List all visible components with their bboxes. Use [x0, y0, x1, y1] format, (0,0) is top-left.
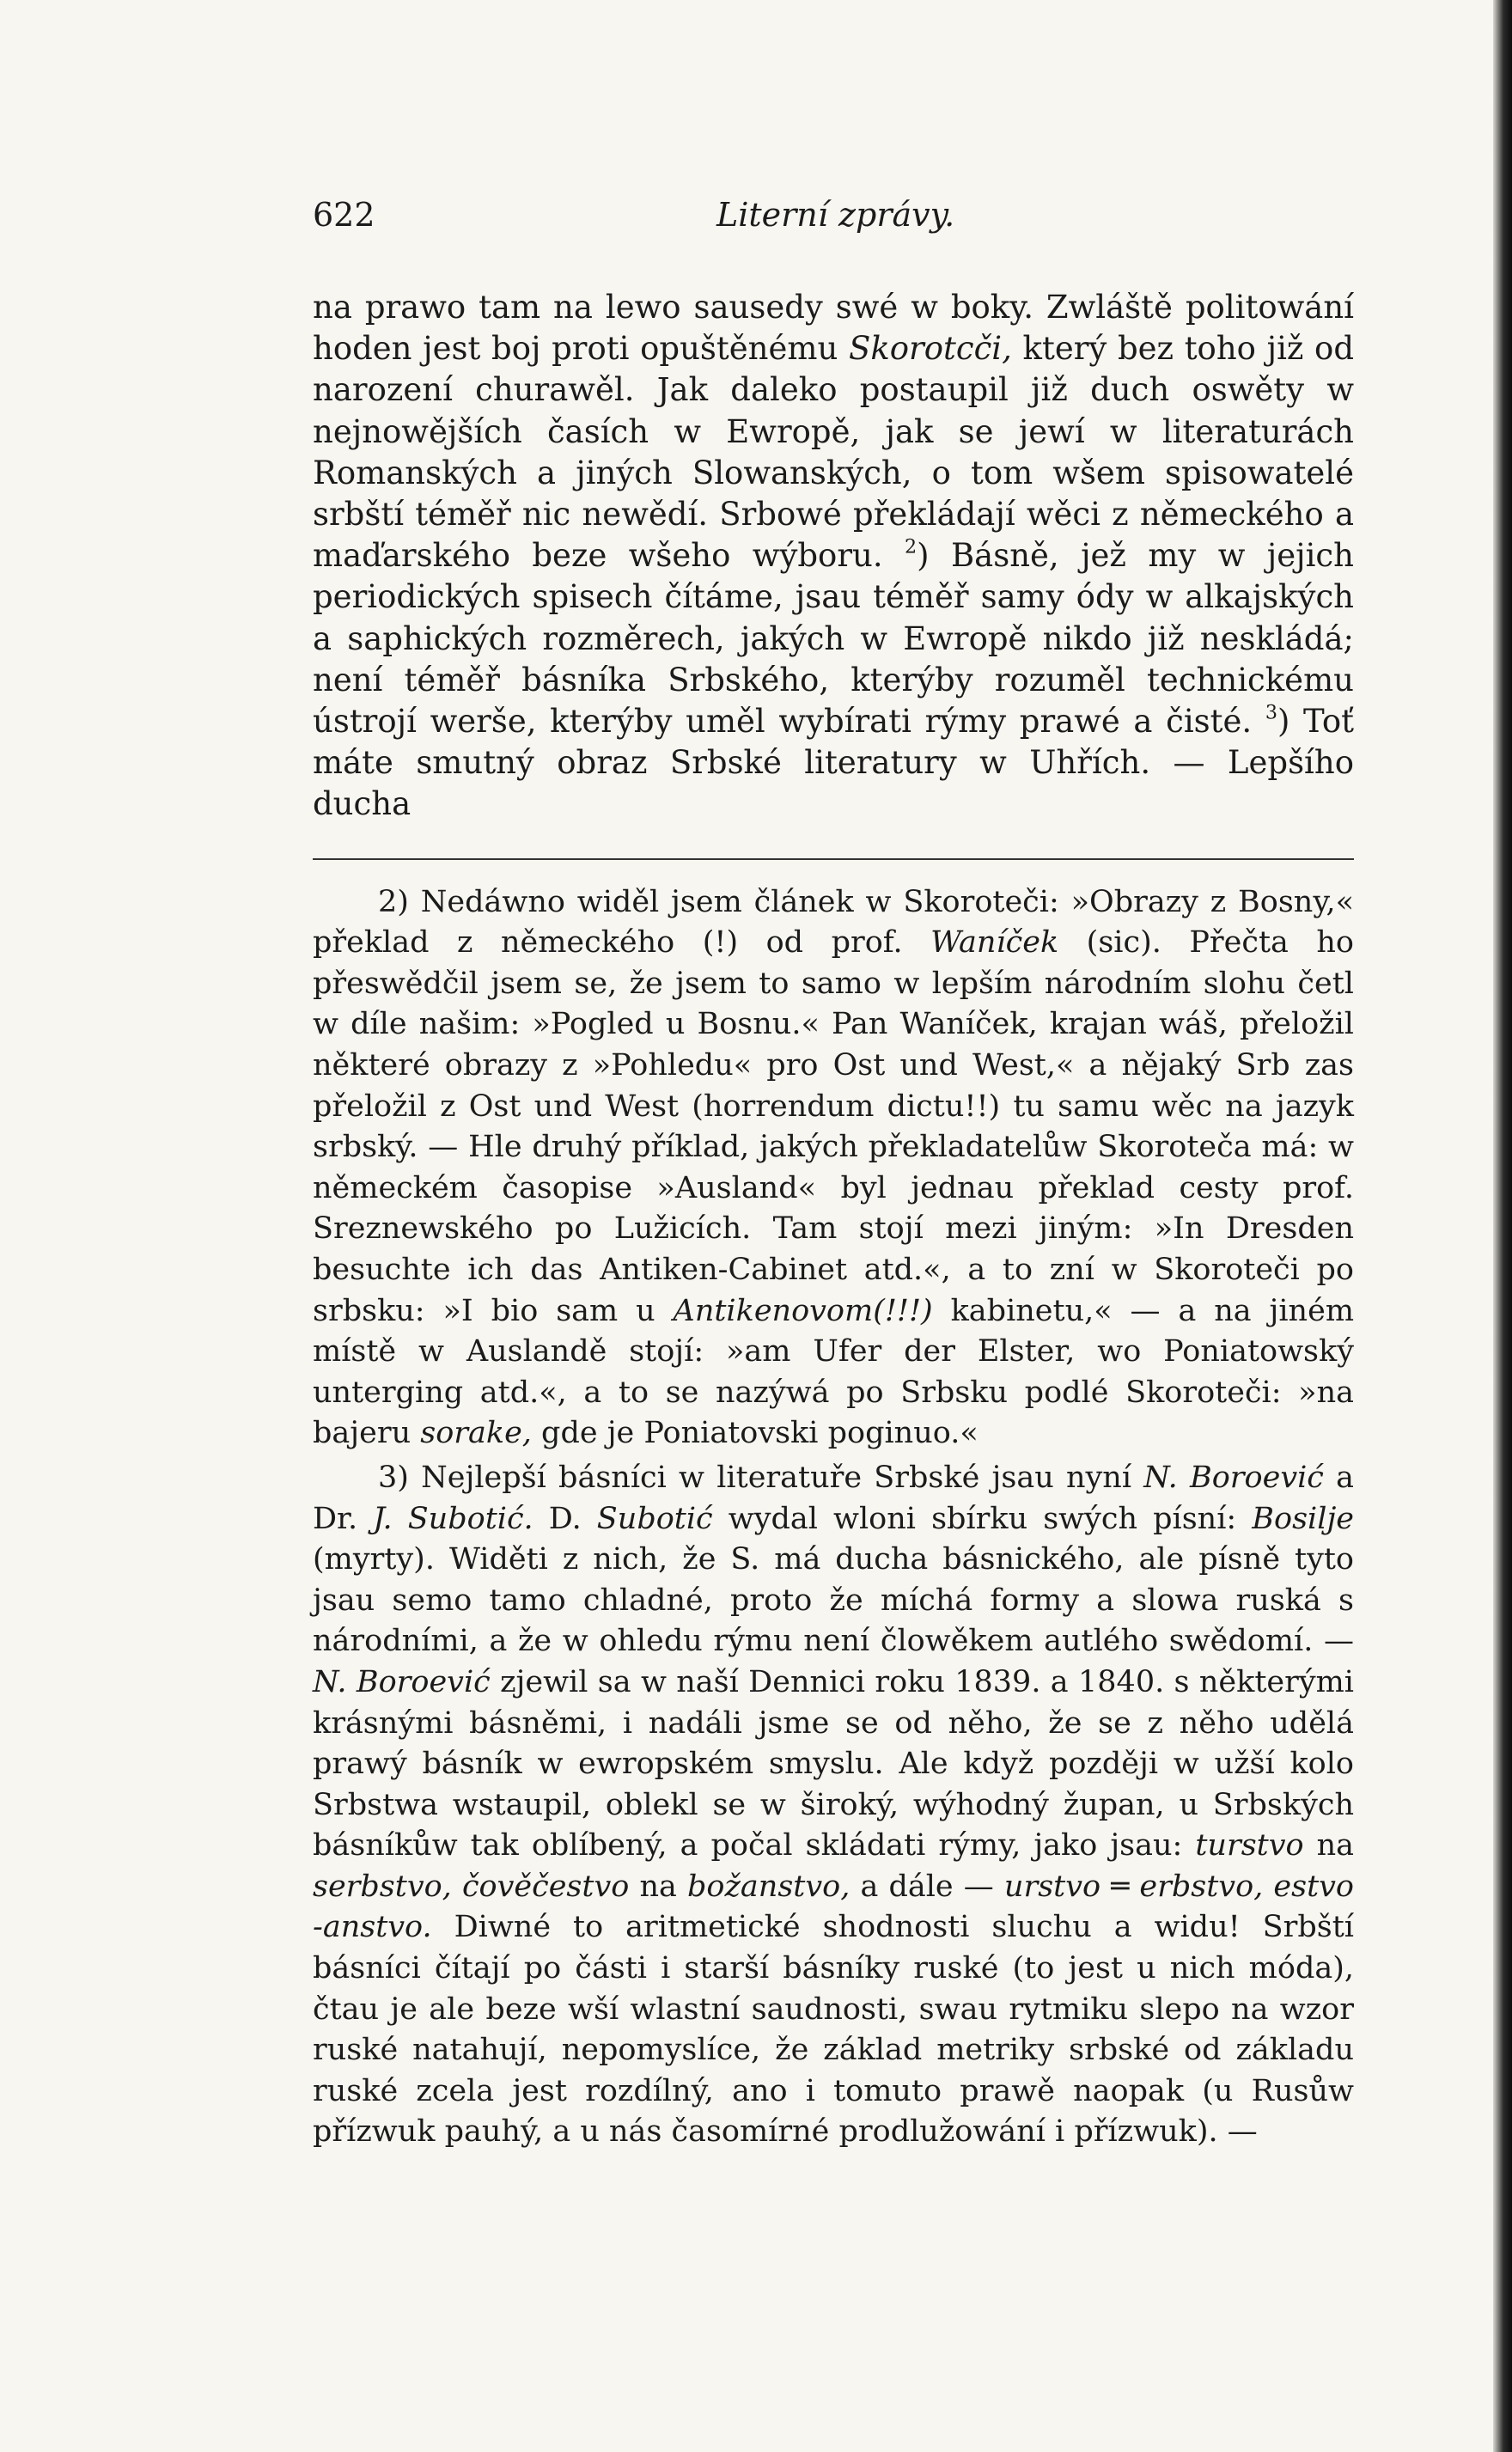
footnote-text: kabinetu,« — a na jiném místě w Auslandě stojí: »am Ufer der Elster, wo Poniatowský unterging atd.«, a to se nazýwá po Srbsku podlé Skoroteči: »na bajeru — [313, 1293, 1355, 1451]
footnote-text: 3) Nejlepší básníci w literatuře Srbské jsau nyní — [378, 1460, 1144, 1495]
main-text-part: ) Toť máte smutný obraz Srbské literatury w Uhřích. — Lepšího ducha — [313, 703, 1354, 823]
footnote-text: zjewil sa w naší Dennici roku 1839. a 1840. s některými krásnými básněmi, i nadáli jsme se od něho, že se z něho udělá prawý básník w ewropském smyslu. Ale když později w užší kolo Srbstwa wstaupil, oblekl se w široký, wýhodný župan, u Srbských básníkůw tak oblíbený, a počal skládati rýmy, jako jsau: — [313, 1664, 1354, 1863]
footnote-text: na — [1303, 1828, 1354, 1863]
footnote-text: na — [629, 1869, 687, 1904]
antikenovom-italic: Antikenovom(!!!) — [673, 1293, 933, 1328]
footnote-rule — [313, 858, 1354, 860]
footnote-3 — [313, 1458, 1354, 2153]
subotic-italic: J. Subotić. — [373, 1501, 533, 1536]
footnote-text: 2) Nedáwno widěl jsem článek w Skoroteči: »Obrazy z Bosny,« překlad z německého (!) od prof. — [313, 884, 1354, 961]
boroevic-italic: N. Boroević — [1143, 1460, 1324, 1495]
footnote-2 — [313, 882, 1354, 1455]
serbstvo-italic: serbstvo, — [313, 1869, 452, 1904]
main-text-part: který bez toho již od narození churawěl. Jak daleko postaupil již duch oswěty w nejnowějších časích w Ewropě, jak se jewí w literaturách Romanských a jiných Slowanských, o tom wšem spisowatelé srbští téměř nic newědí. Srbowé překládají wěci z německého a maďarského beze wšeho wýboru. — [313, 330, 1355, 575]
page-header — [313, 196, 1354, 249]
footnote-text: Diwné to aritmetické shodnosti sluchu a widu! Srbští básníci čítají po části i starší básníky ruské (to jest u nich móda), čtau je ale beze wší wlastní saudnosti, swau rytmiku slepo na wzor ruské natahují, nepomyslíce, že základ metriky srbské od základu ruské zcela jest rozdílný, ano i tomuto prawě naopak (u Rusůw přízwuk pauhý, a u nás časomírné prodlužowání i přízwuk). — — [313, 1910, 1354, 2150]
boroevic-italic: N. Boroević — [313, 1664, 491, 1699]
running-title: Literní zprávy. — [716, 196, 955, 234]
footnote-text: a dále — — [850, 1869, 1004, 1904]
main-text — [313, 287, 1354, 826]
subotic-italic: Subotić — [596, 1501, 713, 1536]
turstvo-italic: turstvo — [1195, 1828, 1304, 1863]
erbstvo-italic: erbstvo, estvo -anstvo. — [313, 1869, 1354, 1945]
footnote-text: gde je Poniatovski poginuo.« — [531, 1416, 979, 1451]
bosilje-italic: Bosilje — [1252, 1501, 1355, 1536]
footnote-text: ═ — [1100, 1869, 1140, 1904]
wanicek-italic: Waníček — [930, 925, 1059, 961]
urstvo-italic: urstvo — [1003, 1869, 1101, 1904]
footnote-text: a Dr. — [313, 1460, 1354, 1536]
book-page — [313, 196, 1354, 2153]
page-edge-shadow — [1493, 0, 1512, 2452]
main-text-part: na prawo tam na lewo sausedy swé w boky. Zwláště politowání hoden jest boj proti opuštěnému — [313, 289, 1354, 368]
footnote-ref-2: 2 — [905, 535, 918, 558]
main-text-part: ) Básně, jež my w jejich periodických spisech čítáme, jsau téměř samy ódy w alkajských a saphických rozměrech, jakých w Ewropě nikdo již neskládá; není téměř básníka Srbského, kterýby rozuměl technickému ústrojí werše, kterýby uměl wybírati rýmy prawé a čisté. — [313, 537, 1354, 741]
footnote-text: (sic). Přečta ho přeswědčil jsem se, že jsem to samo w lepším národním slohu četl w díle našim: »Pogled u Bosnu.« Pan Waníček, krajan wáš, přeložil některé obrazy z »Pohledu« pro Ost und West,« a nějaký Srb zas přeložil z Ost und West (horrendum dictu!!) tu samu wěc na jazyk srbský. — Hle druhý příklad, jakých překladatelůw Skoroteča má: w německém časopise »Ausland« byl jednau překlad cesty prof. Sreznewského po Lužicích. Tam stojí mezi jiným: »In Dresden besuchte ich das Antiken-Cabinet atd.«, a to zní w Skoroteči po srbsku: »I bio sam u — [313, 925, 1354, 1328]
footnote-text: wydal wloni sbírku swých písní: — [712, 1501, 1253, 1536]
footnote-text: (myrty). Widěti z nich, že S. má ducha básnického, ale písně tyto jsau semo tamo chladné, proto že míchá formy a slowa ruská s národními, a že w ohledu rýmu není člowěkem autlého swědomí. — — [313, 1542, 1354, 1659]
footnote-ref-3: 3 — [1265, 701, 1277, 724]
footnote-text: D. — [533, 1501, 597, 1536]
page-number: 622 — [313, 196, 375, 234]
bozanstvo-italic: božanstvo, — [687, 1869, 850, 1904]
footnote-text — [452, 1869, 462, 1904]
skoroteci-italic: Skorotcči, — [848, 330, 1012, 368]
covecestvo-italic: čověčestvo — [461, 1869, 630, 1904]
sorake-italic: sorake, — [420, 1416, 532, 1451]
footnotes — [313, 882, 1354, 2153]
